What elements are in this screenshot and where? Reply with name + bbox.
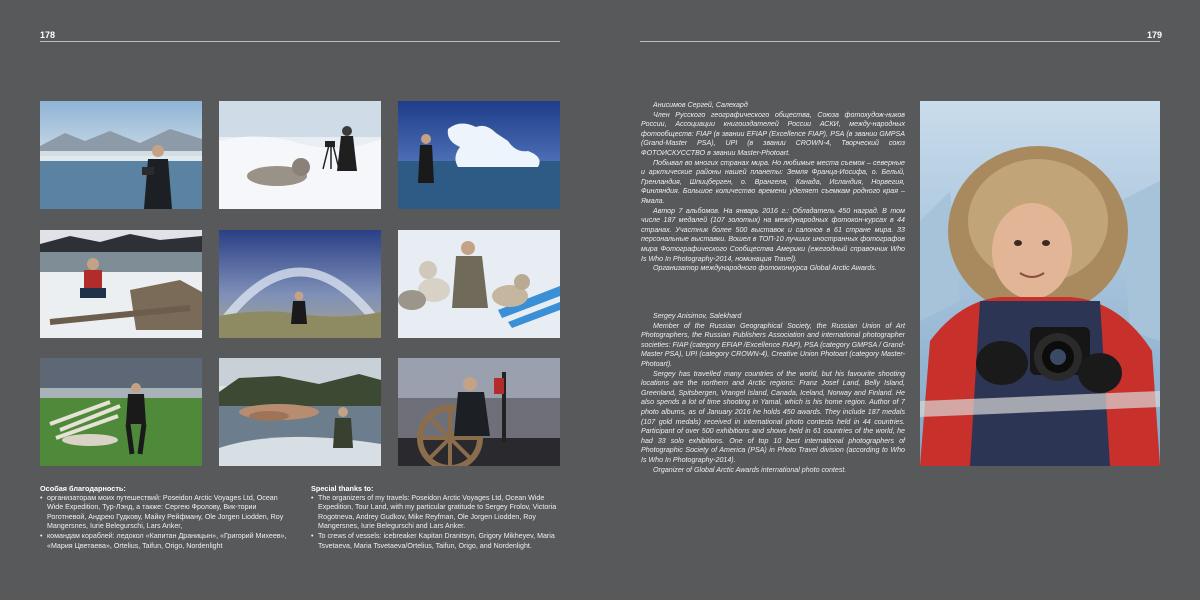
header-rule-right [640, 41, 1160, 42]
page-number-right: 179 [1147, 30, 1163, 40]
thanks-ru-item: • организаторам моих путешествий: Poseidon Arctic Voyages Ltd, Ocean Wide Expedition, Тур-Лэнд, а также: Сергею Фролову, Вик-тории Роготневой, Андрею Гудкову, Майку Рейфману, Ole Jorgen Liodden, Roy Mangersnes, Iurie Belegurschi, Lars Anker, [40, 494, 290, 532]
bio-en-paragraph: Member of the Russian Geographical Society, the Russian Union of Art Photographers, the Russian Publishers Association and international photographer societies: FIAP (category EFIAP /Excellence FIAP), PSA (category GMPSA / Grand-Master PSA), UPI (category CROWN-4), Creative Union Photoart (category Master-Photoart). [641, 321, 905, 368]
bio-en-paragraph: Organizer of Global Arctic Awards international photo contest. [653, 465, 847, 474]
photo-seal-on-ice [219, 101, 381, 209]
bio-ru-paragraph: Автор 7 альбомов. На январь 2016 г.: Обладатель 450 наград. В том числе 187 медалей (107 золотых) на международных фотокон-курсах в 44 странах. Участник более 500 выставок и салонов в 61 стране мира. 33 персональные выставки. Вошел в ТОП-10 лучших иностранных фотографов мира Фотографического Сообщества Америки (ежегодный справочник Who Is Who In Photography-2014, номинация Travel). [641, 206, 905, 263]
bio-russian [641, 101, 905, 274]
bio-english [641, 312, 905, 475]
photo-iceberg-arch [398, 101, 560, 209]
page-number-left: 178 [40, 30, 56, 40]
portrait-sergey-anisimov [920, 101, 1160, 466]
thanks-en-item: • To crews of vessels: icebreaker Kapitan Dranitsyn, Grigory Mikheyev, Maria Tsvetaeva, Maria Tsvetaeva/Ortelius, Taifun, Origo, and Nordenlight. [311, 532, 561, 551]
thanks-ru-item: • командам кораблей: ледокол «Капитан Драницын», «Григорий Михеев», «Мария Цветаева», Ortelius, Taifun, Origo, Nordenlight [40, 532, 290, 551]
thanks-english [311, 484, 561, 551]
photo-walrus-colony [219, 358, 381, 466]
thanks-en-item: • The organizers of my travels: Poseidon Arctic Voyages Ltd, Ocean Wide Expedition, Tour Land, with my particular gratitude to Sergey Frolov, Victoria Rogotneva, Andrey Gudkov, Mike Reyfman, Ole Jorgen Liodden, Roy Mangersnes, Iurie Belegurschi and Lars Anker. [311, 494, 561, 532]
header-rule-left [40, 41, 560, 42]
thanks-ru-title: Особая благодарность: [40, 484, 126, 493]
photo-ship-wheel [398, 358, 560, 466]
bio-en-paragraph: Sergey has travelled many countries of the world, but his favourite shooting locations are the northern and Arctic regions: Franz Josef Land, Belly Island, Greenland, Spitsbergen, Vrangel Island, Canada, Iceland, Norway and Finland. He also spends a lot of time shooting in Yamal, which is his home region. Author of 7 photo albums, as of January 2016 he holds 450 awards. They include 187 medals (107 gold medals) received in international photo contests held in 44 countries. Participant of over 500 exhibitions and shows held in 61 countries of the world, he had 33 solo exhibitions. One of top 10 best international photographers of Photographic Society of America (PSA) in Photo Travel division (according to Who Is Who In Photography-2014). [641, 369, 905, 464]
bio-en-name: Sergey Anisimov, Salekhard [653, 312, 742, 320]
photo-photographer-misty-lake [40, 101, 202, 209]
thanks-en-title: Special thanks to: [311, 484, 374, 493]
photo-sled-dogs [398, 230, 560, 338]
bio-ru-paragraph: Член Русского географического общества, Союза фотохудож-ников России, Ассоциации книгоиздателей России АСКИ, между-народных фотообществ: FIAP (в звании EFIAP (Excellence FIAP), PSA (в звании GMPSA (Grand-Master PSA), UPI (в звании CROWN-4, Творческий союз ФОТОИСКУССТВО в звании Master-Photoart. [641, 110, 905, 157]
thanks-russian [40, 484, 290, 551]
photo-photographer-driftwood [40, 230, 202, 338]
bio-ru-paragraph: Побывал во многих странах мира. Но любимые места съемок – северные и арктические районы нашей планеты: Земля Франца-Иосифа, о. Белый, Гренландия, Шпицберген, о. Врангеля, Канада, Исландия, Норвегия, Финляндия. Большое количество времени уделяет съемкам родного края – Ямала. [641, 158, 905, 205]
bio-ru-name: Анисимов Сергей, Салехард [653, 101, 748, 109]
photo-fogbow-arc [219, 230, 381, 338]
photo-whale-bones [40, 358, 202, 466]
bio-ru-paragraph: Организатор международного фотоконкурса Global Arctic Awards. [653, 264, 877, 273]
